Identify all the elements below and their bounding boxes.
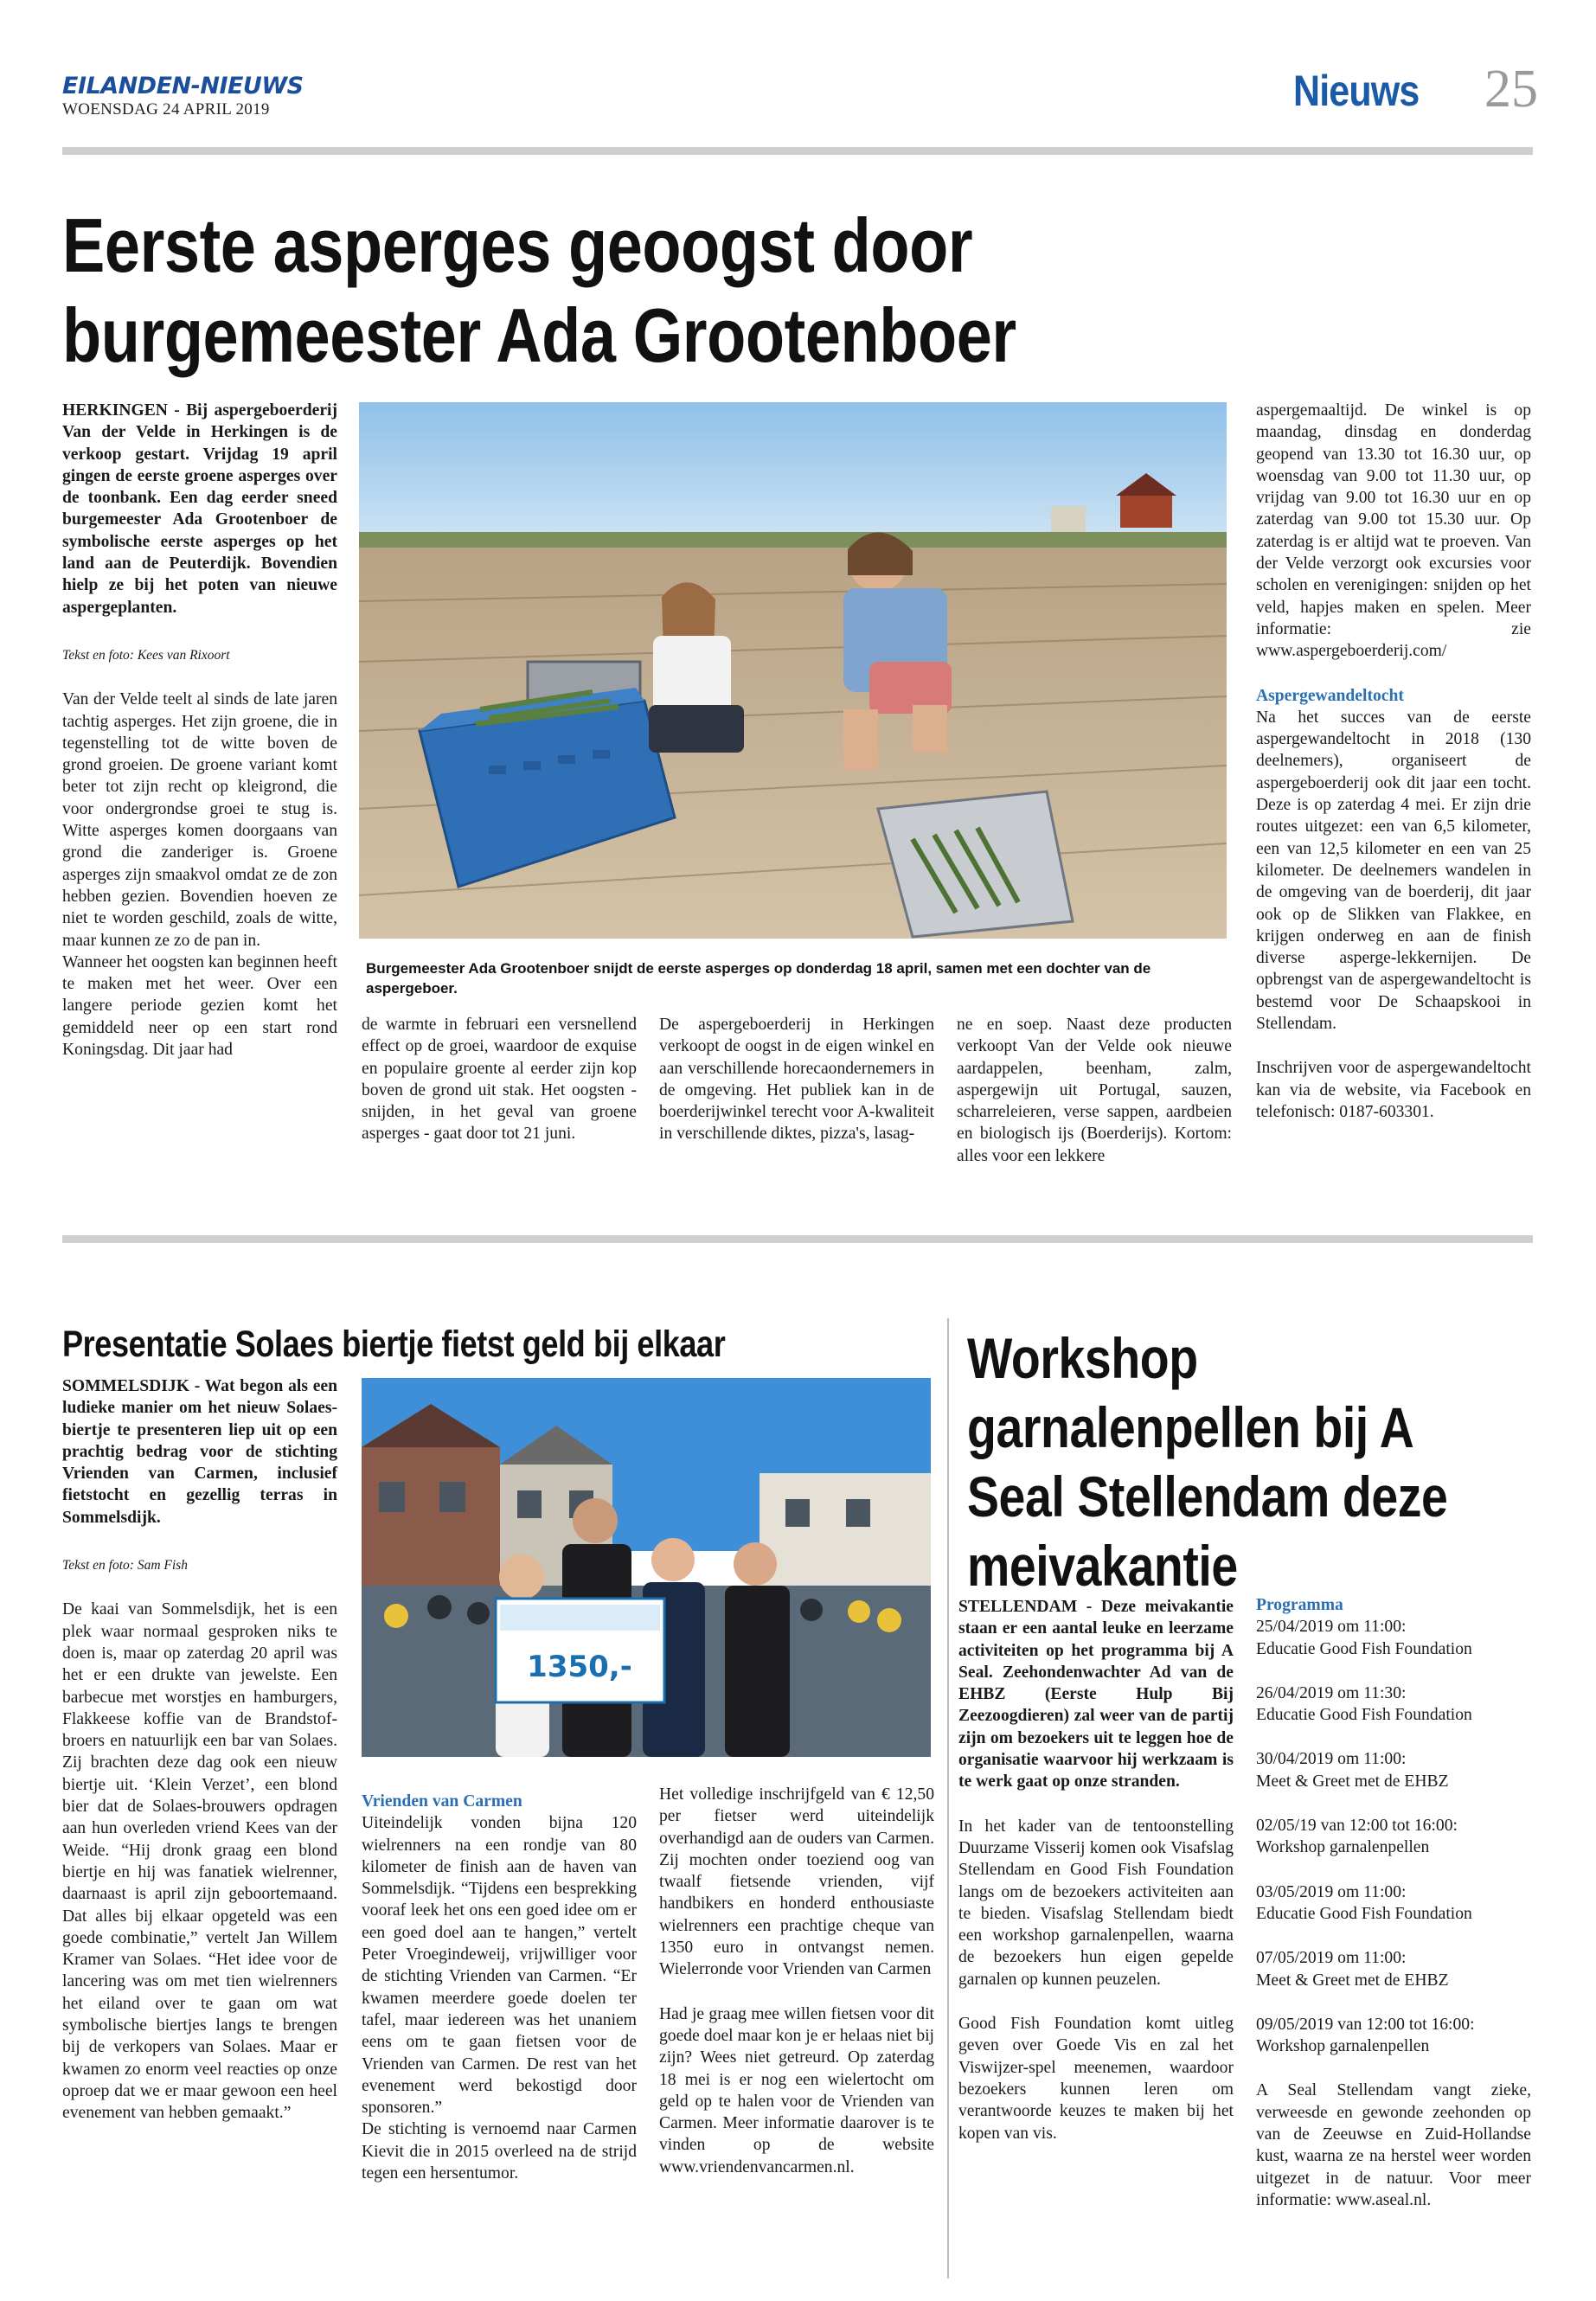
program-item-what: Meet & Greet met de EHBZ xyxy=(1256,1772,1449,1791)
program-item-what: Meet & Greet met de EHBZ xyxy=(1256,1971,1449,1990)
program-item xyxy=(1256,2014,1531,2058)
article2-lead: SOMMELSDIJK - Wat begon als een ludieke manier om het nieuw Solaes-biertje te presenteren liep uit op een prachtig bedrag voor de stichting Vrienden van Carmen, inclusief fietstocht en gezellig terras in Sommelsdijk. xyxy=(62,1377,337,1527)
article1-headline: Eerste asperges geoogst door burgemeester Ada Grootenboer xyxy=(62,202,1016,378)
top-divider xyxy=(62,147,1533,155)
article1-body-col5b: Na het succes van de eerste aspergewandeltocht in 2018 (130 deelnemers), organiseert de aspergeboerderij ook dit jaar een tocht. Deze is op zaterdag 4 mei. Er zijn drie routes uitgezet: een van 6,5 kilometer, een van 12,5 kilometer en een van 25 kilometer. De deelnemers wandelen in de omgeving van de boerderij, dit jaar ook op de Slikken van Flakkee, en krijgen onderweg en aan de finish diverse asperge-lekkernijen. De opbrengst van de aspergewandeltocht is bestemd voor De Schaapskooi in Stellendam. xyxy=(1256,708,1531,1034)
article3-body2: Good Fish Foundation komt uitleg geven over Goede Vis en zal het Viswijzer-spel meenemen, waardoor bezoekers kunnen leren om verantwoorde keuzes te maken bij het kopen van vis. xyxy=(958,2015,1234,2143)
article1-col1 xyxy=(62,400,337,1061)
program-item xyxy=(1256,1947,1531,1991)
article2-subhead: Vrienden van Carmen xyxy=(362,1792,522,1811)
article2-body-col2b: De stichting is vernoemd naar Carmen Kievit die in 2015 overleed na de strijd tegen een hersentumor. xyxy=(362,2120,637,2183)
article1-col3 xyxy=(659,1014,934,1145)
asparagus-harvest-illustration xyxy=(359,402,1227,939)
article1-col2 xyxy=(362,1014,637,1145)
article1-photo-caption: Burgemeester Ada Grootenboer snijdt de eerste asperges op donderdag 18 april, samen met een dochter van de aspergeboer. xyxy=(366,960,1151,997)
article2-body-col3b: Had je graag mee willen fietsen voor dit goede doel maar kon je er helaas niet bij zijn? Wees niet getreurd. Op zaterdag 18 mei is er nog een wielertocht om geld op te halen voor de Vrienden van Carmen. Meer informatie daarover is te vinden op de website www.vriendenvancarmen.nl. xyxy=(659,2004,934,2176)
article1-body-col4: ne en soep. Naast deze producten verkoopt Van der Velde ook nieuwe aardappelen, beenham, zalm, aspergewijn uit Portugal, sauzen, scharreleieren, verse sappen, aardbeien en biologisch ijs (Boerderijs). Kortom: alles voor een lekkere xyxy=(957,1016,1232,1165)
article3-body1: In het kader van de tentoonstelling Duurzame Visserij komen ook Visafslag Stellendam en Good Fish Foundation langs om de bezoekers activiteiten aan te bieden. Visafslag Stellendam biedt een workshop garnalenpellen, waarna de bezoekers hun eigen gepelde garnalen op kunnen peuzelen. xyxy=(958,1817,1234,1989)
article3-program xyxy=(1256,1594,1531,2211)
program-item-what: Workshop garnalenpellen xyxy=(1256,1838,1430,1857)
program-item-when: 25/04/2019 om 11:00: xyxy=(1256,1618,1407,1637)
article1-body-col5c: Inschrijven voor de aspergewandeltocht kan via de website, via Facebook en telefonisch: 0187-603301. xyxy=(1256,1059,1531,1121)
article3-col1 xyxy=(958,1596,1234,2144)
article2-credit: Tekst en foto: Sam Fish xyxy=(62,1558,188,1574)
article2-col2 xyxy=(362,1791,637,2184)
article2-body-col2: Uiteindelijk vonden bijna 120 wielrenners na een rondje van 80 kilometer de finish aan de haven van Sommelsdijk. “Tijdens een besprekking vooraf leek het ons een goed idee om er een goed doel aan te hangen,” vertelt Peter Vroegindeweij, vrijwilliger voor de stichting Vrienden van Carmen. “Er kwamen meerdere goede doelen ter tafel, maar iedereen was het unaniem eens om te gaan fietsen voor de Vrienden van Carmen. De rest van het evenement werd bekostigd door sponsoren.” xyxy=(362,1814,637,2118)
program-item-what: Educatie Good Fish Foundation xyxy=(1256,1639,1472,1658)
issue-date: WOENSDAG 24 APRIL 2019 xyxy=(62,100,270,119)
cheque-presentation-photo xyxy=(362,1378,931,1757)
article3-lead: STELLENDAM - Deze meivakantie staan er een aantal leuke en leerzame activiteiten op het programma bij A Seal. Zeehondenwachter Ad van de EHBZ (Eerste Hulp Bij Zeezoogdieren) zal weer van de partij zijn om bezoekers uit te leggen hoe de organisatie waarvoor hij werkzaam is te werk gaat op onze stranden. xyxy=(958,1598,1234,1791)
article2-col1 xyxy=(62,1375,337,2125)
program-item-when: 07/05/2019 om 11:00: xyxy=(1256,1949,1407,1968)
article3-closing: A Seal Stellendam vangt zieke, verweesde en gewonde zeehonden op van de Zeeuwse en Zuid-Hollandse kust, waarna ze na herstel weer worden uitgezet in de natuur. Voor meer informatie: www.aseal.nl. xyxy=(1256,2081,1531,2209)
article1-body-col1b: Wanneer het oogsten kan beginnen heeft te maken met het weer. Over een langere periode gezien komt het gemiddeld neer op een start rond Koningsdag. Dit jaar had xyxy=(62,952,337,1060)
program-item-when: 26/04/2019 om 11:30: xyxy=(1256,1683,1407,1702)
program-title: Programma xyxy=(1256,1596,1343,1614)
page-number: 25 xyxy=(1484,60,1538,119)
article1-credit: Tekst en foto: Kees van Rixoort xyxy=(62,647,230,663)
cheque-amount: 1350,- xyxy=(527,1650,632,1684)
column-separator xyxy=(947,1318,949,2279)
article1-col5 xyxy=(1256,400,1531,1123)
program-item-what: Educatie Good Fish Foundation xyxy=(1256,1706,1472,1725)
article3-headline: Workshop garnalenpellen bij A Seal Stellendam deze meivakantie xyxy=(967,1326,1448,1598)
article1-lead: HERKINGEN - Bij aspergeboerderij Van der Velde in Herkingen is de verkoop gestart. Vrijdag 19 april gingen de eerste groene asperges over de toonbank. Een dag eerder sneed burgemeester Ada Grootenboer de symbolische eerste asperges op het land aan de Peuterdijk. Bovendien hielp ze bij het poten van nieuwe aspergeplanten. xyxy=(62,401,337,617)
article1-body-col2: de warmte in februari een versnellend effect op de groei, waardoor de exquise en populaire groente al eerder zijn kop boven de grond uit stak. Het oogsten - snijden, in het geval van groene asperges - gaat door tot 21 juni. xyxy=(362,1016,637,1144)
program-item-when: 30/04/2019 om 11:00: xyxy=(1256,1750,1407,1769)
article1-body-col5: aspergemaaltijd. De winkel is op maandag, dinsdag en donderdag geopend van 13.30 tot 16.30 uur, op woensdag van 9.00 tot 11.30 uur, op vrijdag van 9.00 tot 16.30 uur en op zaterdag van 9.00 tot 15.30 uur. Op zaterdag is er altijd wat te proeven. Van der Velde verzorgt ook excursies voor scholen en verenigingen: snijden op het veld, hapjes maken en spelen. Meer informatie: zie www.aspergeboerderij.com/ xyxy=(1256,401,1531,661)
program-item xyxy=(1256,1815,1531,1859)
article1-col4 xyxy=(957,1014,1232,1167)
program-item xyxy=(1256,1881,1531,1926)
program-item-when: 09/05/2019 van 12:00 tot 16:00: xyxy=(1256,2015,1475,2034)
article1-body-col1: Van der Velde teelt al sinds de late jaren tachtig asperges. Het zijn groene, die in tegenstelling tot de witte boven de grond groeien. De groene variant komt beter tot zijn recht op kleigrond, die voor ondergrondse groei te stug is. Witte asperges komen doorgaans van grond die zanderiger is. Groene asperges zijn smaakvol omdat ze de zon hebben gezien. Bovendien hoeven ze niet te worden geschild, zoals de witte, maar kunnen ze zo de pan in. xyxy=(62,690,337,950)
article2-body-col1: De kaai van Sommelsdijk, het is een plek waar normaal gesproken niks te doen is, maar op zaterdag 20 april was het er een drukte van jewelste. Een barbecue met worstjes en hamburgers, Flakkeese koffie van de Brandstof-broers en natuurlijk een bar van Solaes. Zij brachten deze dag ook een nieuw biertje uit. ‘Klein Verzet’, een blond bier dat de Solaes-brouwers opdragen aan hun overleden vriend Kees van der Weide. “Hij dronk graag een blond biertje en hij was fanatiek wielrenner, daarnaast is april zijn geboortemaand. Dat alles bij elkaar opgeteld was een goede combinatie,” vertelt Jan Willem Kramer van Solaes. “Het idee voor de lancering was om met tien wielrenners het eiland over te gaan om wat symbolische biertjes langs te brengen bij de verkopers van Solaes. Maar er kwamen zo enorm veel reacties op onze oproep dat we er maar gewoon een heel evenement van hebben gemaakt.” xyxy=(62,1600,337,2123)
program-item xyxy=(1256,1748,1531,1792)
program-item-when: 02/05/19 van 12:00 tot 16:00: xyxy=(1256,1817,1458,1836)
program-item-what: Workshop garnalenpellen xyxy=(1256,2037,1430,2056)
middle-divider xyxy=(62,1235,1533,1243)
article1-subhead: Aspergewandeltocht xyxy=(1256,686,1404,705)
asparagus-harvest-photo xyxy=(359,402,1227,939)
program-item xyxy=(1256,1682,1531,1727)
article2-col3 xyxy=(659,1784,934,2178)
newspaper-logo: EILANDEN-NIEUWS xyxy=(62,73,304,99)
article2-headline: Presentatie Solaes biertje fietst geld bij elkaar xyxy=(62,1324,726,1365)
program-item-what: Educatie Good Fish Foundation xyxy=(1256,1904,1472,1923)
article1-body-col3: De aspergeboerderij in Herkingen verkoopt de oogst in de eigen winkel en aan verschillende horecaondernemers in de omgeving. Het publiek kan in de boerderijwinkel terecht voor A-kwaliteit in verschillende diktes, pizza's, lasag- xyxy=(659,1016,934,1144)
cheque-presentation-illustration xyxy=(362,1378,931,1757)
program-item xyxy=(1256,1616,1531,1660)
article2-body-col3: Het volledige inschrijfgeld van € 12,50 per fietser werd uiteindelijk overhandigd aan de ouders van Carmen. Zij mochten onder toeziend oog van twaalf fietsende vrienden, vijf handbikers en honderd enthousiaste wielrenners een prachtige cheque van 1350 euro in ontvangst nemen. Wielerronde voor Vrienden van Carmen xyxy=(659,1785,934,1979)
program-item-when: 03/05/2019 om 11:00: xyxy=(1256,1882,1407,1901)
section-label: Nieuws xyxy=(1293,67,1420,115)
